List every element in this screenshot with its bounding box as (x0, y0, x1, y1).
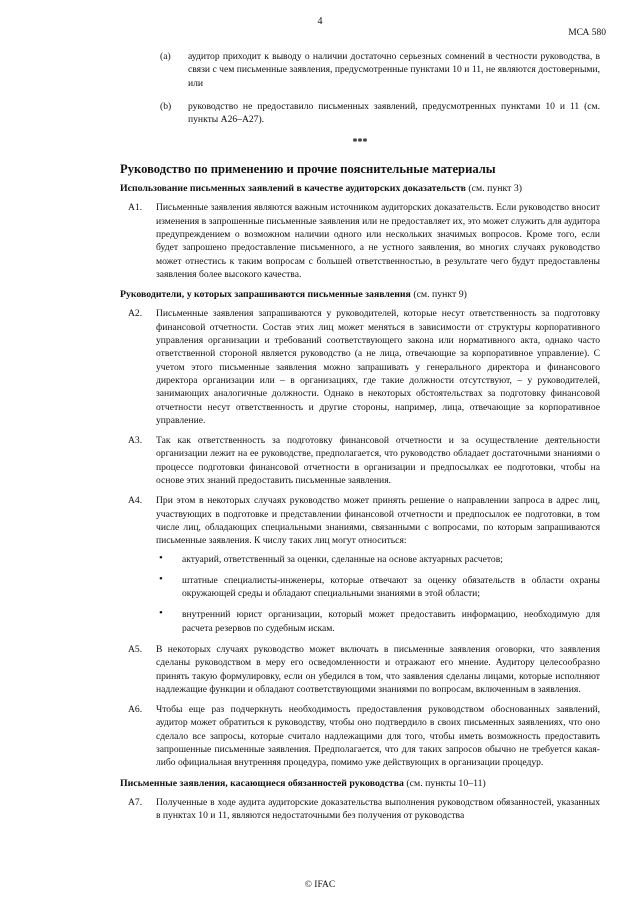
section-heading (120, 182, 600, 195)
section-heading (120, 288, 600, 301)
bullet-icon: • (159, 572, 163, 585)
section-title: Руководители, у которых запрашиваются письменные заявления (120, 289, 411, 301)
paragraph-number: A4. (128, 495, 143, 507)
list-item (120, 50, 600, 90)
standard-id: МСА 580 (568, 28, 606, 38)
section-heading (120, 777, 600, 790)
paragraph-text: При этом в некоторых случаях руководство может принять решение о направлении запроса в адрес лиц, участвующих в подготовке и представлении финансовой отчетности и предпосылок ее подготовки, в том числе лиц, обладающих специальными знаниями, связанными с вопросами, по которым запрашиваются письменные заявления. К числу таких лиц могут относиться: (156, 495, 600, 547)
paragraph-a1 (120, 201, 600, 281)
section-ref: (см. пункт 9) (413, 289, 467, 301)
paragraph-a2 (120, 307, 600, 427)
bullet-text: внутренний юрист организации, который может предоставить информацию, необходимую для расчета резервов по судебным искам. (182, 609, 600, 634)
list-item-label: (a) (160, 51, 171, 62)
section-separator: *** (352, 137, 368, 149)
bullet-text: актуарий, ответственный за оценки, сделанные на основе актуарных расчетов; (182, 553, 503, 565)
paragraph-a6 (120, 703, 600, 769)
section-ref: (см. пункты 10–11) (406, 777, 486, 789)
bullet-icon: • (159, 551, 163, 564)
paragraph-text: В некоторых случаях руководство может включать в письменные заявления оговорки, что заявления сделаны руководством в меру его осведомленности и отражают его мнение. Аудитору целесообразно принять такую формулировку, если он убедился в том, что заявления сделаны лицами, которые исполняют надлежащие функции и обладают соответствующими знаниями по вопросам, включенным в заявления. (156, 643, 600, 695)
paragraph-number: A7. (128, 796, 143, 808)
section-ref: (см. пункт 3) (468, 183, 523, 195)
paragraph-text: Так как ответственность за подготовку финансовой отчетности и за осуществление деятельности организации лежит на ее руководстве, предполагается, что руководство обладает достаточными знаниями о процессе подготовки финансовой отчетности в организации и предпосылках ее подготовки, чтобы на основе этих знаний предоставить письменные заявления. (156, 435, 600, 487)
paragraph-a4 (120, 494, 600, 635)
list-item-text: аудитор приходит к выводу о наличии достаточно серьезных сомнений в честности руководства, в связи с чем письменные заявления, предусмотренные пунктами 10 и 11, не являются достоверными, или (188, 51, 600, 89)
paragraph-number: A3. (128, 435, 143, 447)
paragraph-text: Полученные в ходе аудита аудиторские доказательства выполнения руководством обязанностей, указанных в пунктах 10 и 11, являются недостаточными без получения от руководства (156, 796, 600, 822)
document-body (120, 50, 600, 830)
bullet-list (156, 553, 600, 635)
paragraph-number: A6. (128, 704, 143, 716)
section-title: Использование письменных заявлений в качестве аудиторских доказательств (120, 183, 466, 195)
section-title: Письменные заявления, касающиеся обязанностей руководства (120, 777, 404, 789)
bullet-icon: • (159, 607, 163, 620)
page-number: 4 (317, 16, 323, 27)
paragraph-number: A2. (128, 308, 143, 320)
bullet-item (156, 574, 600, 601)
list-item-text: руководство не предоставило письменных заявлений, предусмотренных пунктами 10 и 11 (см. пункты A26–A27). (188, 100, 600, 126)
bullet-text: штатные специалисты-инженеры, которые отвечают за оценку обязательств в области охраны окружающей среды и обладают специальными знаниями в этой области; (182, 574, 600, 600)
bullet-item (156, 608, 600, 635)
bullet-item (156, 553, 600, 566)
paragraph-a3 (120, 434, 600, 487)
paragraph-text: Чтобы еще раз подчеркнуть необходимость предоставления руководством обоснованных заявлений, аудитор может обратиться к руководству, чтобы оно подтвердило в своих письменных заявлениях, что оно сделало все запросы, которые считало надлежащими для того, чтобы иметь возможность предоставить запрошенные письменные заявления. Предполагается, что для таких запросов обычно не требуется какая-либо официальная внутренняя процедура, помимо уже действующих в организации процедур. (156, 704, 600, 769)
list-item (120, 100, 600, 127)
paragraph-number: A5. (128, 643, 143, 655)
copyright-footer: © IFAC (304, 880, 336, 890)
paragraph-a7 (120, 796, 600, 823)
paragraph-a5 (120, 643, 600, 696)
paragraph-number: A1. (128, 202, 143, 214)
list-item-label: (b) (160, 100, 172, 112)
paragraph-text: Письменные заявления запрашиваются у руководителей, которые несут ответственность за подготовку финансовой отчетности. Состав этих лиц может меняться в зависимости от структуры корпоративного управления организации и требований соответствующего закона или нормативного акта, однако часто ответственной стороной является руководство (а не лица, отвечающие за корпоративное управление). С учетом этого письменные заявления можно запрашивать у генерального директора и финансового директора организации или – в организациях, где такие должности отсутствуют, – у руководителей, занимающих аналогичные должности. Однако в некоторых обстоятельствах за подготовку финансовой отчетности несут ответственность и другие стороны, например, лица, отвечающие за корпоративное управление. (156, 308, 600, 426)
main-heading: Руководство по применению и прочие пояснительные материалы (120, 161, 496, 176)
paragraph-text: Письменные заявления являются важным источником аудиторских доказательств. Если руководство вносит изменения в запрошенные письменные заявления или не предоставляет их, это может служить для аудитора предупреждением о возможном наличии одного или нескольких значимых вопросов. Кроме того, если будет запрошено предоставление письменного, а не устного заявления, во многих случаях руководство может отнестись к таким вопросам с большей ответственностью, в результате чего будут предоставлены заявления более высокого качества. (156, 202, 600, 280)
